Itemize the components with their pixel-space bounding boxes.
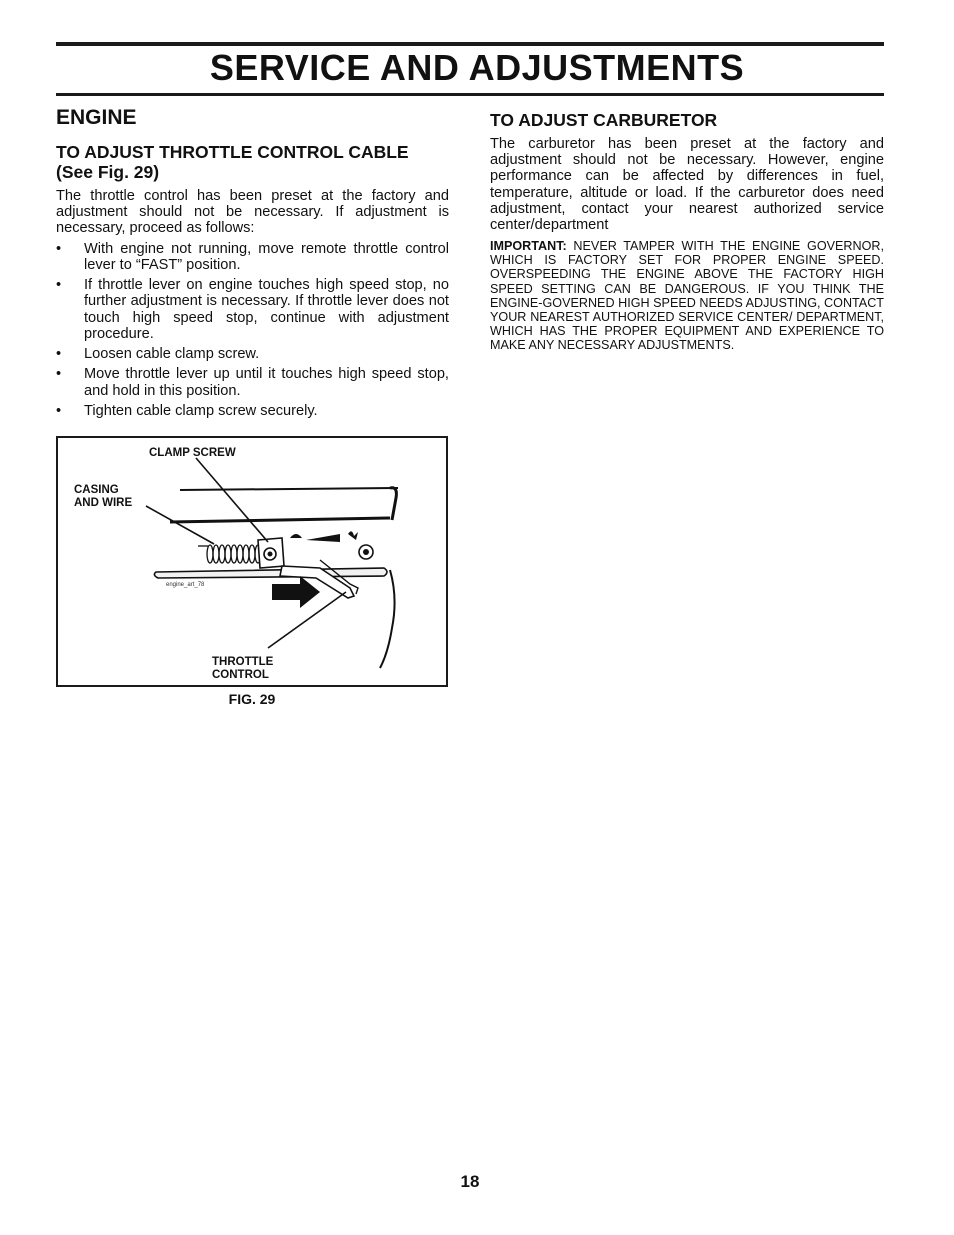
step-text: If throttle lever on engine touches high speed stop, no further adjustment is necessary. If throttle lever does not touch high speed stop, continue with adjustment procedure. <box>84 277 449 343</box>
figure-29 <box>56 436 448 687</box>
section-heading-engine: ENGINE <box>56 106 137 129</box>
throttle-heading-line2: (See Fig. 29) <box>56 162 160 182</box>
throttle-intro: The throttle control has been preset at the factory and adjustment should not be necessary. If adjustment is necessary, proceed as follows: <box>56 188 449 237</box>
throttle-steps-list <box>56 241 449 419</box>
bullet-icon: • <box>56 277 62 294</box>
step-text: With engine not running, move remote throttle control lever to “FAST” position. <box>84 240 449 274</box>
list-item <box>56 241 449 274</box>
step-text: Tighten cable clamp screw securely. <box>84 402 318 419</box>
figure-caption: FIG. 29 <box>228 691 276 707</box>
list-item <box>56 366 449 399</box>
throttle-heading <box>56 142 449 182</box>
step-text: Loosen cable clamp screw. <box>84 346 260 363</box>
label-casing-line1: CASING <box>74 484 119 496</box>
right-column <box>490 108 884 352</box>
label-casing-line2: AND WIRE <box>74 497 133 509</box>
art-id-label: engine_art_78 <box>166 582 205 588</box>
carburetor-body: The carburetor has been preset at the factory and adjustment should not be necessary. However, engine performance can be affected by differences in fuel, temperature, altitude or load. If the carburetor does need adjustment, contact your nearest authorized service center/department <box>490 136 884 234</box>
title-rule-bottom <box>56 93 884 96</box>
label-throttle-line2: CONTROL <box>212 669 269 681</box>
bullet-icon: • <box>56 240 62 257</box>
page-number: 18 <box>460 1172 480 1191</box>
page-title: SERVICE AND ADJUSTMENTS <box>209 47 745 88</box>
list-item <box>56 277 449 343</box>
important-label: IMPORTANT: <box>490 239 567 254</box>
important-notice <box>490 239 884 352</box>
throttle-heading-line1: TO ADJUST THROTTLE CONTROL CABLE <box>56 142 409 162</box>
label-clamp-screw: CLAMP SCREW <box>149 447 236 459</box>
bullet-icon: • <box>56 366 62 383</box>
list-item <box>56 403 449 419</box>
list-item <box>56 346 449 362</box>
important-text: NEVER TAMPER WITH THE ENGINE GOVERNOR, WHICH IS FACTORY SET FOR PROPER ENGINE SPEED. OVERSPEEDING THE ENGINE ABOVE THE FACTORY HIGH SPEED SETTING CAN BE DANGEROUS. IF YOU THINK THE ENGINE-GOVERNED HIGH SPEED NEEDS ADJUSTING, CONTACT YOUR NEAREST AUTHORIZED SERVICE CENTER/ DEPARTMENT, WHICH HAS THE PROPER EQUIPMENT AND EXPERIENCE TO MAKE ANY NECESSARY ADJUSTMENTS. <box>490 239 884 352</box>
left-column <box>56 104 449 423</box>
bullet-icon: • <box>56 402 62 419</box>
carburetor-heading: TO ADJUST CARBURETOR <box>490 110 718 130</box>
throttle-linkage-illustration <box>58 438 446 685</box>
label-throttle-line1: THROTTLE <box>212 656 274 668</box>
bullet-icon: • <box>56 346 62 363</box>
step-text: Move throttle lever up until it touches high speed stop, and hold in this position. <box>84 366 449 399</box>
